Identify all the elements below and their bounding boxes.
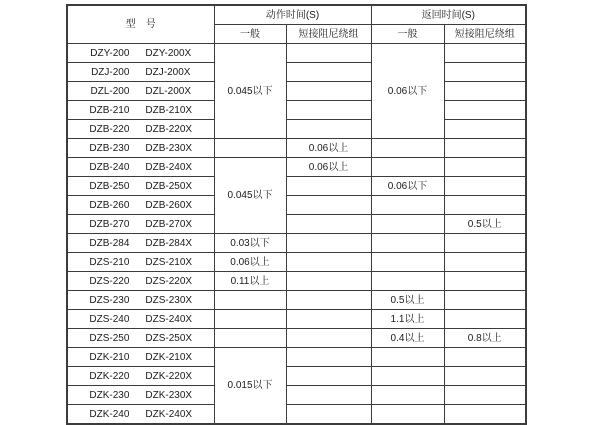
model-name-x: DZK-240X — [145, 408, 193, 420]
action-general-cell — [214, 310, 286, 329]
table-row — [67, 215, 526, 234]
model-cell — [67, 329, 214, 348]
model-name: DZB-230 — [89, 142, 130, 154]
model-name: DZS-240 — [89, 313, 130, 325]
action-damped-cell: 0.06以上 — [286, 158, 371, 177]
action-damped-cell — [286, 101, 371, 120]
model-name-x: DZS-210X — [145, 256, 193, 268]
model-name: DZL-200 — [90, 85, 130, 97]
model-name-x: DZS-230X — [145, 294, 193, 306]
action-damped-cell — [286, 348, 371, 367]
model-cell — [67, 234, 214, 253]
header-return-general: 一般 — [371, 25, 444, 44]
return-damped-cell — [444, 139, 526, 158]
return-damped-cell — [444, 386, 526, 405]
return-damped-cell — [444, 253, 526, 272]
table-row — [67, 329, 526, 348]
table-row — [67, 405, 526, 425]
model-cell — [67, 405, 214, 425]
model-name-x: DZS-220X — [145, 275, 193, 287]
action-damped-cell — [286, 253, 371, 272]
action-general-cell — [214, 291, 286, 310]
page-canvas — [66, 4, 527, 425]
model-cell — [67, 310, 214, 329]
model-cell — [67, 272, 214, 291]
table-row — [67, 348, 526, 367]
action-general-cell — [214, 139, 286, 158]
relay-timing-table — [66, 4, 527, 425]
model-cell — [67, 120, 214, 139]
header-return-time: 返回时间(S) — [371, 5, 526, 25]
model-name-x: DZB-220X — [145, 123, 193, 135]
table-row — [67, 234, 526, 253]
model-name: DZB-284 — [89, 237, 130, 249]
return-general-cell — [371, 196, 444, 215]
model-cell — [67, 348, 214, 367]
model-name: DZK-230 — [89, 389, 130, 401]
return-damped-cell — [444, 177, 526, 196]
model-cell — [67, 44, 214, 63]
model-cell — [67, 215, 214, 234]
return-damped-cell: 0.8以上 — [444, 329, 526, 348]
action-general-cell: 0.045以下 — [214, 44, 286, 139]
return-general-cell — [371, 348, 444, 367]
model-name: DZJ-200 — [91, 66, 130, 78]
action-damped-cell — [286, 120, 371, 139]
action-damped-cell — [286, 63, 371, 82]
action-damped-cell — [286, 405, 371, 425]
table-row — [67, 272, 526, 291]
model-name-x: DZK-210X — [145, 351, 193, 363]
return-damped-cell — [444, 367, 526, 386]
table-row — [67, 291, 526, 310]
table-row — [67, 196, 526, 215]
header-action-damped: 短接阻尼绕组 — [286, 25, 371, 44]
model-name: DZS-230 — [89, 294, 130, 306]
model-name-x: DZL-200X — [145, 85, 191, 97]
action-damped-cell — [286, 177, 371, 196]
return-damped-cell — [444, 63, 526, 82]
model-name-x: DZB-270X — [145, 218, 193, 230]
model-cell — [67, 253, 214, 272]
return-damped-cell — [444, 101, 526, 120]
action-damped-cell — [286, 386, 371, 405]
action-damped-cell — [286, 196, 371, 215]
header-return-damped: 短接阻尼绕组 — [444, 25, 526, 44]
model-name: DZS-250 — [89, 332, 130, 344]
return-general-cell: 1.1以上 — [371, 310, 444, 329]
action-damped-cell — [286, 329, 371, 348]
action-general-cell: 0.11以上 — [214, 272, 286, 291]
action-general-cell: 0.03以下 — [214, 234, 286, 253]
action-damped-cell — [286, 234, 371, 253]
return-damped-cell — [444, 272, 526, 291]
return-general-cell — [371, 253, 444, 272]
model-name: DZK-220 — [89, 370, 130, 382]
table-header — [67, 5, 526, 44]
header-action-general: 一般 — [214, 25, 286, 44]
table-row — [67, 253, 526, 272]
return-general-cell — [371, 215, 444, 234]
table-row — [67, 44, 526, 63]
action-damped-cell — [286, 310, 371, 329]
action-damped-cell — [286, 215, 371, 234]
model-cell — [67, 291, 214, 310]
model-name-x: DZK-220X — [145, 370, 193, 382]
model-name: DZB-250 — [89, 180, 130, 192]
model-cell — [67, 196, 214, 215]
model-cell — [67, 367, 214, 386]
table-row — [67, 367, 526, 386]
model-name: DZB-210 — [89, 104, 130, 116]
action-damped-cell — [286, 82, 371, 101]
return-damped-cell — [444, 196, 526, 215]
model-name-x: DZB-250X — [145, 180, 193, 192]
return-general-cell — [371, 367, 444, 386]
return-damped-cell — [444, 120, 526, 139]
model-cell — [67, 386, 214, 405]
model-cell — [67, 101, 214, 120]
model-cell — [67, 63, 214, 82]
return-general-cell — [371, 386, 444, 405]
model-cell — [67, 82, 214, 101]
header-model: 型 号 — [67, 5, 214, 44]
action-general-cell: 0.045以下 — [214, 158, 286, 234]
table-row — [67, 120, 526, 139]
table-row — [67, 82, 526, 101]
return-general-cell — [371, 158, 444, 177]
return-general-cell — [371, 234, 444, 253]
return-general-cell: 0.06以下 — [371, 44, 444, 139]
return-general-cell: 0.5以上 — [371, 291, 444, 310]
return-general-cell: 0.06以下 — [371, 177, 444, 196]
model-name-x: DZK-230X — [145, 389, 193, 401]
return-general-cell: 0.4以上 — [371, 329, 444, 348]
model-name: DZY-200 — [90, 47, 130, 59]
header-action-time: 动作时间(S) — [214, 5, 371, 25]
model-name: DZK-210 — [89, 351, 130, 363]
table-row — [67, 386, 526, 405]
return-damped-cell — [444, 44, 526, 63]
table-row — [67, 63, 526, 82]
return-damped-cell: 0.5以上 — [444, 215, 526, 234]
table-row — [67, 310, 526, 329]
model-name: DZK-240 — [89, 408, 130, 420]
model-cell — [67, 139, 214, 158]
table-row — [67, 158, 526, 177]
action-general-cell — [214, 329, 286, 348]
model-name-x: DZB-240X — [145, 161, 193, 173]
return-general-cell — [371, 139, 444, 158]
return-general-cell — [371, 272, 444, 291]
header-row-1 — [67, 5, 526, 25]
return-damped-cell — [444, 348, 526, 367]
action-general-cell: 0.06以上 — [214, 253, 286, 272]
return-damped-cell — [444, 310, 526, 329]
model-name-x: DZB-230X — [145, 142, 193, 154]
table-row — [67, 177, 526, 196]
model-name: DZB-260 — [89, 199, 130, 211]
action-damped-cell — [286, 272, 371, 291]
action-damped-cell — [286, 367, 371, 386]
table-body — [67, 44, 526, 425]
model-cell — [67, 158, 214, 177]
model-name: DZB-240 — [89, 161, 130, 173]
action-general-cell: 0.015以下 — [214, 348, 286, 425]
table-row — [67, 139, 526, 158]
return-damped-cell — [444, 158, 526, 177]
model-name: DZS-210 — [89, 256, 130, 268]
model-name-x: DZS-250X — [145, 332, 193, 344]
model-name: DZB-270 — [89, 218, 130, 230]
model-name-x: DZS-240X — [145, 313, 193, 325]
return-damped-cell — [444, 291, 526, 310]
model-name-x: DZB-210X — [145, 104, 193, 116]
model-name-x: DZB-284X — [145, 237, 193, 249]
model-name: DZB-220 — [89, 123, 130, 135]
model-cell — [67, 177, 214, 196]
model-name: DZS-220 — [89, 275, 130, 287]
return-damped-cell — [444, 405, 526, 425]
action-damped-cell — [286, 291, 371, 310]
table-row — [67, 101, 526, 120]
model-name-x: DZY-200X — [145, 47, 192, 59]
model-name-x: DZB-260X — [145, 199, 193, 211]
model-name-x: DZJ-200X — [145, 66, 191, 78]
return-damped-cell — [444, 234, 526, 253]
return-damped-cell — [444, 82, 526, 101]
action-damped-cell — [286, 44, 371, 63]
action-damped-cell: 0.06以上 — [286, 139, 371, 158]
return-general-cell — [371, 405, 444, 425]
